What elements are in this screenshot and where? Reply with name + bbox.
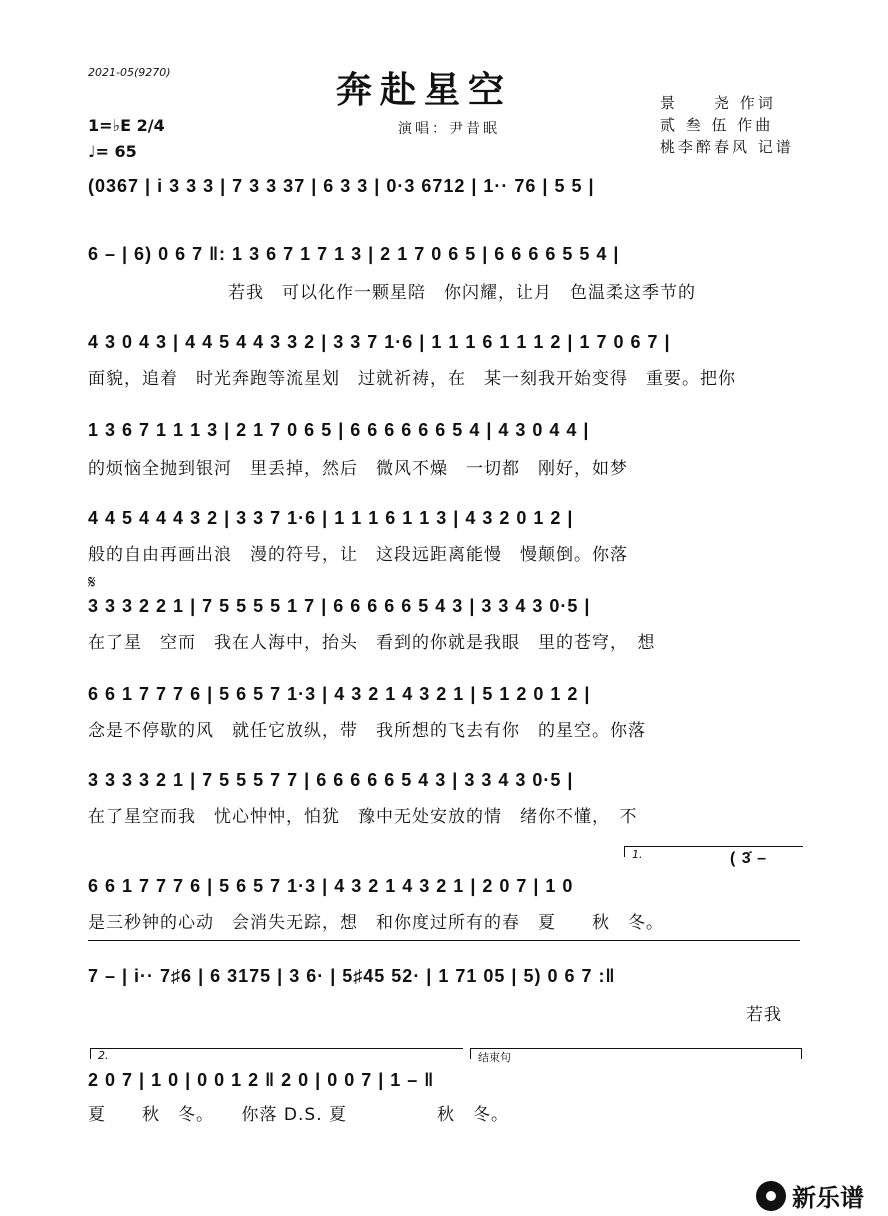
coda-bracket (470, 1048, 802, 1059)
logo-text: 新乐谱 (792, 1184, 864, 1212)
page-title: 奔赴星空 (336, 69, 513, 111)
second-ending-bracket (90, 1048, 463, 1059)
lyric-row-11: 夏 秋 冬。 你落 D.S. 夏 秋 冬。 (88, 1105, 509, 1125)
first-ending-label: 1. (632, 848, 643, 861)
lyric-row-8: 在了星空而我 忧心忡忡，怕犹 豫中无处安放的情 绪你不懂， 不 (88, 807, 638, 827)
record-disc-icon (756, 1181, 786, 1211)
notation-row-8: 3 3 3 3 2 1 | 7 5 5 5 7 7 | 6 6 6 6 6 5 4 3 | 3 3 4 3 0·5 | (88, 770, 574, 790)
tempo-mark: ♩= 65 (88, 142, 137, 161)
second-ending-label: 2. (98, 1049, 109, 1062)
lyric-row-4: 的烦恼全抛到银河 里丢掉，然后 微风不燥 一切都 刚好，如梦 (88, 459, 628, 479)
lyric-row-2: 若我 可以化作一颗星陪 你闪耀，让月 色温柔这季节的 (228, 283, 696, 303)
notation-row-11: 2 0 7 | 1 0 | 0 0 1 2 ‖ 2 0 | 0 0 7 | 1 – ‖ (88, 1070, 435, 1090)
score-id: 2021-05(9270) (88, 66, 171, 79)
phrase-line (88, 940, 800, 941)
segno-sign: 𝄋 (88, 572, 96, 593)
notation-row-2: 6 – | 6) 0 6 7 ‖: 1 3 6 7 1 7 1 3 | 2 1 7 0 6 5 | 6 6 6 6 5 5 4 | (88, 244, 620, 264)
notation-row-6: 3 3 3 2 2 1 | 7 5 5 5 5 1 7 | 6 6 6 6 6 5 4 3 | 3 3 4 3 0·5 | (88, 596, 591, 616)
lyricist-credit: 景 尧 作词 (660, 94, 776, 112)
lyric-row-6: 在了星 空而 我在人海中，抬头 看到的你就是我眼 里的苍穹， 想 (88, 633, 656, 653)
site-logo (756, 1178, 864, 1213)
lyric-row-9: 是三秒钟的心动 会消失无踪，想 和你度过所有的春 夏 秋 冬。 (88, 913, 664, 933)
notation-row-1: (0367 | i 3 3 3 | 7 3 3 37 | 6 3 3 | 0·3 6712 | 1·· 76 | 5 5 | (88, 176, 595, 196)
lyric-row-10: 若我 (746, 1005, 782, 1025)
notation-row-9: 6 6 1 7 7 7 6 | 5 6 5 7 1·3 | 4 3 2 1 4 3 2 1 | 2 0 7 | 1 0 (88, 876, 574, 896)
key-signature: 1=♭E 2/4 (88, 116, 165, 135)
singer-credit: 演唱：尹昔眠 (398, 121, 500, 137)
lyric-row-3: 面貌，追着 时光奔跑等流星划 过就祈祷，在 某一刻我开始变得 重要。把你 (88, 369, 736, 389)
transcriber-credit: 桃李醉春风 记谱 (660, 138, 794, 156)
first-ending-bracket (624, 846, 803, 857)
notation-row-7: 6 6 1 7 7 7 6 | 5 6 5 7 1·3 | 4 3 2 1 4 3 2 1 | 5 1 2 0 1 2 | (88, 684, 591, 704)
notation-row-4: 1 3 6 7 1 1 1 3 | 2 1 7 0 6 5 | 6 6 6 6 6 6 5 4 | 4 3 0 4 4 | (88, 420, 590, 440)
coda-label: 结束句 (478, 1051, 511, 1064)
lyric-row-5: 般的自由再画出浪 漫的符号，让 这段远距离能慢 慢颠倒。你落 (88, 545, 628, 565)
notation-row-5: 4 4 5 4 4 4 3 2 | 3 3 7 1·6 | 1 1 1 6 1 1 3 | 4 3 2 0 1 2 | (88, 508, 574, 528)
composer-credit: 贰 叁 伍 作曲 (660, 116, 774, 134)
lyric-row-7: 念是不停歇的风 就任它放纵，带 我所想的飞去有你 的星空。你落 (88, 721, 646, 741)
first-ending-pickup: ( 3̇ – (730, 850, 768, 867)
notation-row-3: 4 3 0 4 3 | 4 4 5 4 4 3 3 2 | 3 3 7 1·6 | 1 1 1 6 1 1 1 2 | 1 7 0 6 7 | (88, 332, 671, 352)
notation-row-10: 7 – | i·· 7♯6 | 6 3175 | 3 6· | 5♯45 52· | 1 71 05 | 5) 0 6 7 :‖ (88, 966, 616, 986)
